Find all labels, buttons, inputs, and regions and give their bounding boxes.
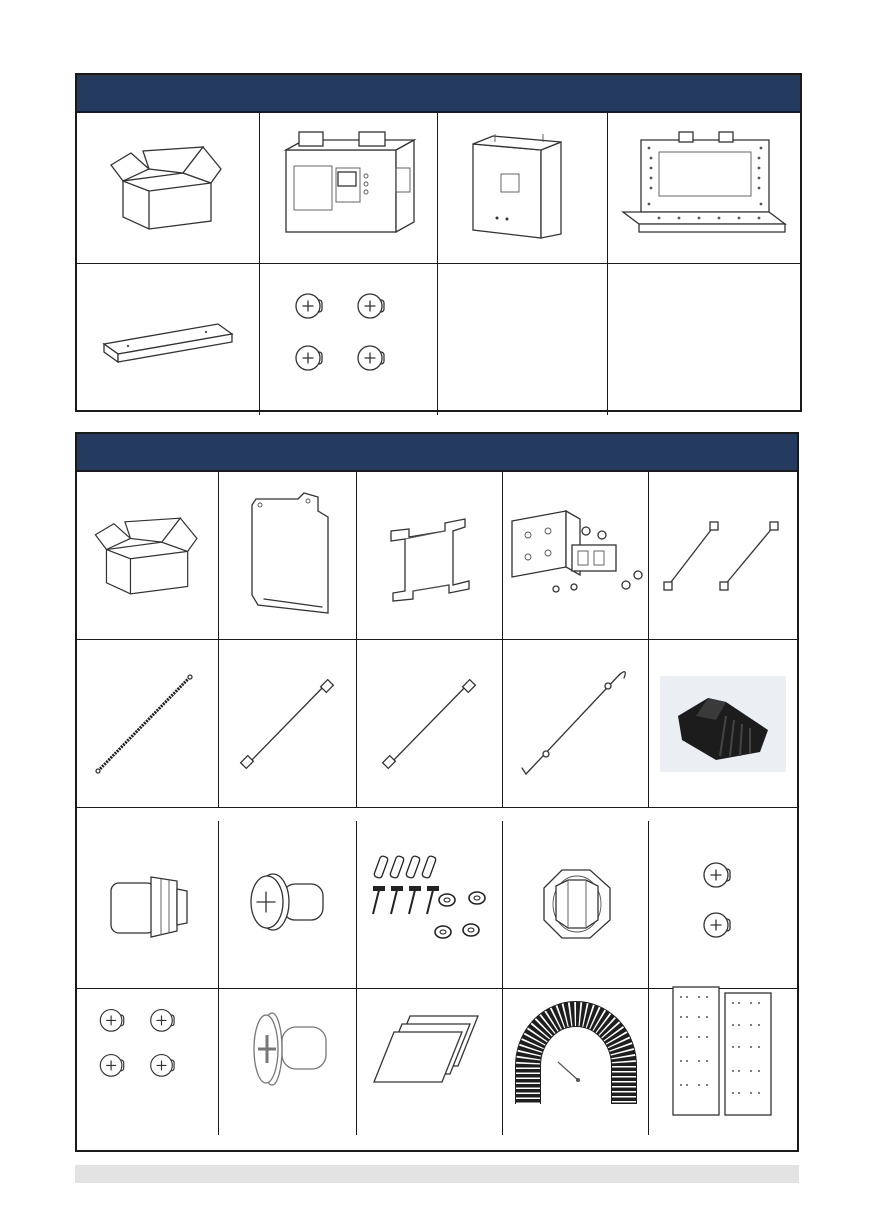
flexible-conduit-icon	[508, 986, 644, 1116]
item-side-cover	[438, 113, 608, 264]
item-screws-4	[260, 264, 438, 415]
item-cable-gland	[77, 821, 219, 989]
item-u-bracket	[357, 472, 503, 640]
terminal-block-kit-icon	[506, 501, 646, 611]
countersunk-screw-icon	[238, 1001, 338, 1101]
item-perforated-panels	[649, 967, 797, 1135]
item-cable-2	[357, 640, 503, 808]
u-bracket-icon	[385, 501, 475, 611]
cable-gland-icon	[103, 865, 193, 945]
item-carton-box-2	[77, 472, 219, 640]
screw-icon	[243, 860, 333, 950]
side-cover-icon	[463, 128, 583, 248]
item-empty-2	[608, 264, 800, 415]
cable-icon	[238, 674, 338, 774]
screws-4-icon	[98, 1006, 198, 1096]
item-rj45-boot	[649, 640, 797, 808]
item-cable-1	[219, 640, 357, 808]
item-cover-plate	[219, 472, 357, 640]
item-countersunk-screw	[219, 967, 357, 1135]
item-screws-4-b	[77, 967, 219, 1135]
table-header-2	[77, 434, 797, 472]
item-long-cable	[77, 640, 219, 808]
item-support-plate	[77, 264, 260, 415]
item-empty-1	[438, 264, 608, 415]
item-screws-2	[649, 821, 797, 989]
documents-icon	[370, 1006, 490, 1096]
package-table-2	[75, 432, 799, 1152]
rj45-boot-icon	[660, 676, 786, 772]
item-wall-bracket	[608, 113, 800, 264]
carton-box-icon	[103, 143, 233, 233]
short-cables-pair-icon	[658, 516, 788, 596]
support-plate-icon	[98, 310, 238, 370]
screws-4-icon	[294, 290, 404, 390]
item-documents	[357, 967, 503, 1135]
cable-icon	[380, 674, 480, 774]
item-screw	[219, 821, 357, 989]
cover-plate-icon	[238, 491, 338, 621]
screws-2-icon	[688, 855, 758, 955]
long-cable-icon	[88, 669, 208, 779]
item-short-cables-pair	[649, 472, 797, 640]
footer-bar	[75, 1165, 799, 1183]
table-header-1	[77, 75, 800, 113]
item-inverter-unit	[260, 113, 438, 264]
item-terminal-block-kit	[503, 472, 649, 640]
item-flexible-conduit	[503, 967, 649, 1135]
wall-bracket-icon	[619, 128, 789, 248]
hex-nut-icon	[526, 860, 626, 950]
perforated-panels-icon	[663, 981, 783, 1121]
screws-anchors-washers-icon	[367, 850, 493, 960]
package-table-1	[75, 73, 802, 412]
item-hooked-cable	[503, 640, 649, 808]
hooked-cable-icon	[516, 664, 636, 784]
item-screws-anchors-washers	[357, 821, 503, 989]
carton-box-icon	[88, 511, 208, 601]
item-hex-nut	[503, 821, 649, 989]
item-carton-box	[77, 113, 260, 264]
inverter-unit-icon	[274, 128, 424, 248]
